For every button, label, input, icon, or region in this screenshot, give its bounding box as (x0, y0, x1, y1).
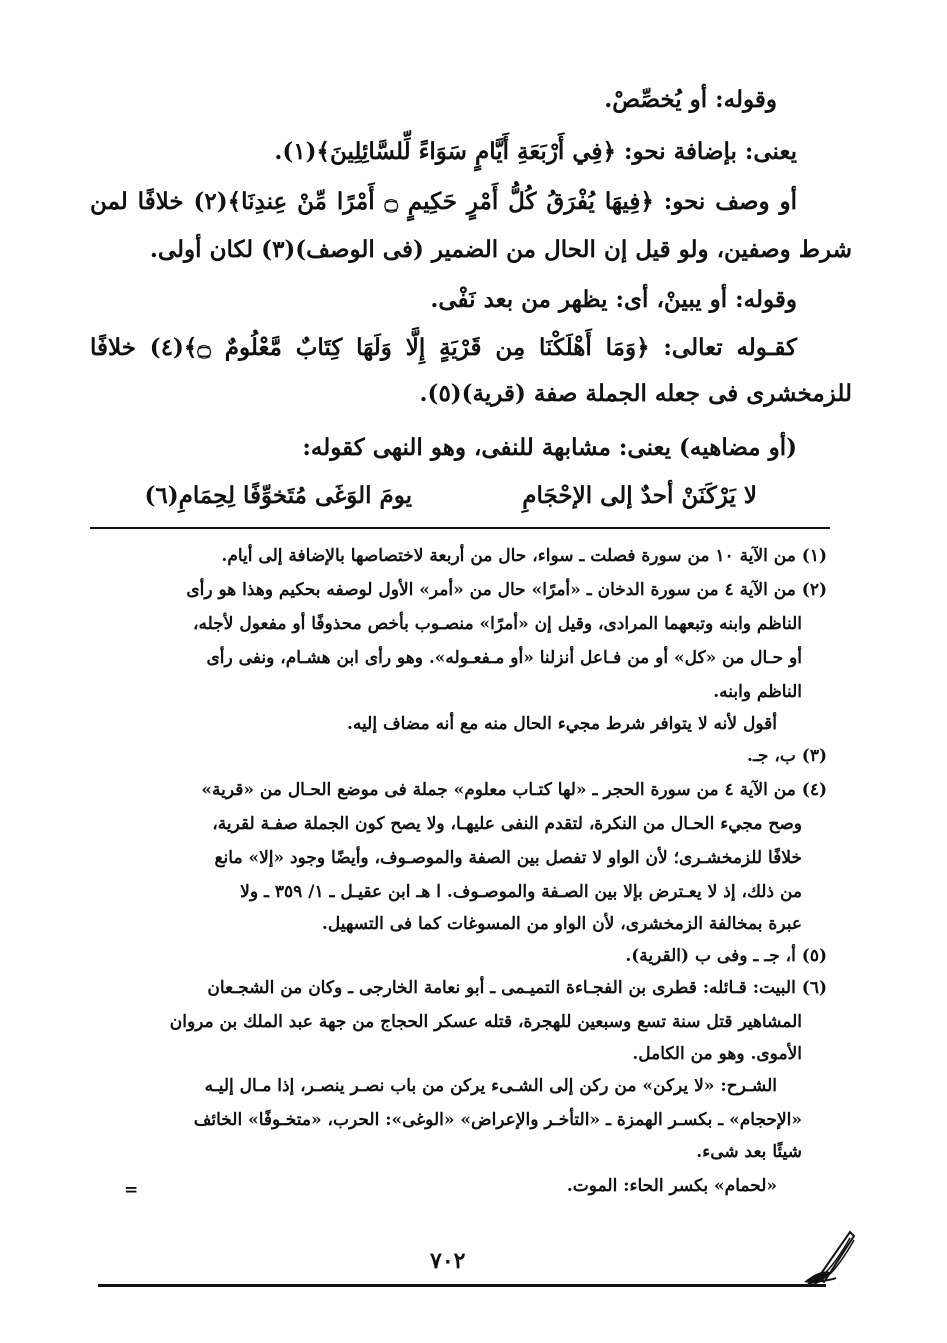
footnote-line: المشاهير قتل سنة تسع وسبعين للهجرة، قتله عسكر الحجاج من جهة عبد الملك بن مروان (169, 1012, 802, 1032)
footnote-line: (٢) من الآية ٤ من سورة الدخان ـ «أمرًا» حال من «أمر» الأول لوصفه بحكيم وهذا هو رأى (186, 580, 827, 600)
footnote-line: الشـرح: «لا يركن» من ركن إلى الشـىء يركن من باب نصـر ينصـر، إذا مـال إليـه (204, 1076, 777, 1096)
end-mark: = (124, 1180, 139, 1200)
main-line: للزمخشرى فى جعله الجملة صفة (قرية)(٥). (419, 380, 852, 407)
main-line: كقـوله تعالى: ﴿وَمَا أَهْلَكْنَا مِن قَرْيَةٍ إِلَّا وَلَهَا كِتَابٌ مَّعْلُومٌ ۝﴾(٤) خلافًا (90, 334, 797, 361)
footnote-line: وصح مجيء الحـال من النكرة، لتقدم النفى عليهـا، ولا يصح كون الجملة صفـة لقرية، (212, 814, 802, 834)
main-line: وقوله: أو يبينْ، أى: يظهر من بعد نَفْى. (430, 286, 797, 313)
verse-first-hemistich: لا يَرْكَنَنْ أحدٌ إلى الإحْجَامِ (522, 482, 757, 509)
footnote-line: الناظم وابنه وتبعهما المرادى، وقيل إن «أمرًا» منصـوب بأخص محذوفًا أو مفعول لأجله، (193, 614, 802, 634)
footnote-line: من ذلك، إذ لا يعـترض بإلا بين الصـفة والموصـوف. ا هـ ابن عقيـل ـ ١/ ٣٥٩ ـ ولا (240, 882, 802, 902)
footnote-line: شيئًا بعد شىء. (696, 1142, 802, 1162)
main-line: يعنى: بإضافة نحو: ﴿فِي أَرْبَعَةِ أَيَّامٍ سَوَاءً لِّلسَّائِلِينَ﴾(١). (274, 138, 797, 165)
main-line: وقوله: أو يُخصِّصْ. (604, 86, 777, 113)
footnote-line: «لحمام» بكسر الحاء: الموت. (566, 1176, 777, 1196)
page-number: ٧٠٢ (430, 1248, 466, 1274)
footnote-line: (٥) أ، جـ ـ وفى ب (القرية). (625, 946, 827, 966)
footnote-line: أو حـال من «كل» أو من فـاعل أنزلنا «أو مـفعـوله». وهو رأى ابن هشـام، ونفى رأى (206, 648, 802, 668)
footnote-line: (٦) البيت: قـائله: قطرى بن الفجـاءة التميـمى ـ أبو نعامة الخارجى ـ وكان من الشجـعان (207, 978, 827, 998)
footnote-line: (١) من الآية ١٠ من سورة فصلت ـ سواء، حال من أربعة لاختصاصها بالإضافة إلى أيام. (221, 546, 827, 566)
main-line: أو وصف نحو: ﴿فِيهَا يُفْرَقُ كُلُّ أَمْرٍ حَكِيمٍ ۝ أَمْرًا مِّنْ عِندِنَا﴾(٢) خلافًا لمن (90, 188, 798, 215)
footnote-line: خلافًا للزمخشـرى؛ لأن الواو لا تفصل بين الصفة والموصـوف، وأيضًا وجود «إلا» مانع (214, 848, 802, 868)
verse-second-hemistich: يومَ الوَغَى مُتَخوِّفًا لِحِمَامِ(٦) (144, 482, 412, 509)
footnote-line: أقول لأنه لا يتوافر شرط مجيء الحال منه مع أنه مضاف إليه. (347, 714, 777, 734)
footnote-line: (٣) ب، جـ. (747, 746, 827, 766)
footnote-line: الناظم وابنه. (713, 682, 802, 702)
pen-icon (800, 1222, 860, 1290)
bottom-rule (98, 1284, 826, 1287)
footnote-line: عبرة بمخالفة الزمخشرى، لأن الواو من المسوغات كما فى التسهيل. (321, 914, 802, 934)
footnote-line: «الإحجام» ـ بكسـر الهمزة ـ «التأخـر والإعراض» «الوغى»: الحرب، «متخـوفًا» الخائف (193, 1110, 802, 1130)
main-line: (أو مضاهيه) يعنى: مشابهة للنفى، وهو النهى كقوله: (302, 434, 797, 461)
main-line: شرط وصفين، ولو قيل إن الحال من الضمير (فى الوصف)(٣) لكان أولى. (149, 236, 852, 263)
footnote-line: الأموى. وهو من الكامل. (632, 1044, 802, 1064)
footnote-line: (٤) من الآية ٤ من سورة الحجر ـ «لها كتـاب معلوم» جملة فى موضع الحـال من «قرية» (201, 780, 827, 800)
footnote-separator (90, 527, 830, 529)
